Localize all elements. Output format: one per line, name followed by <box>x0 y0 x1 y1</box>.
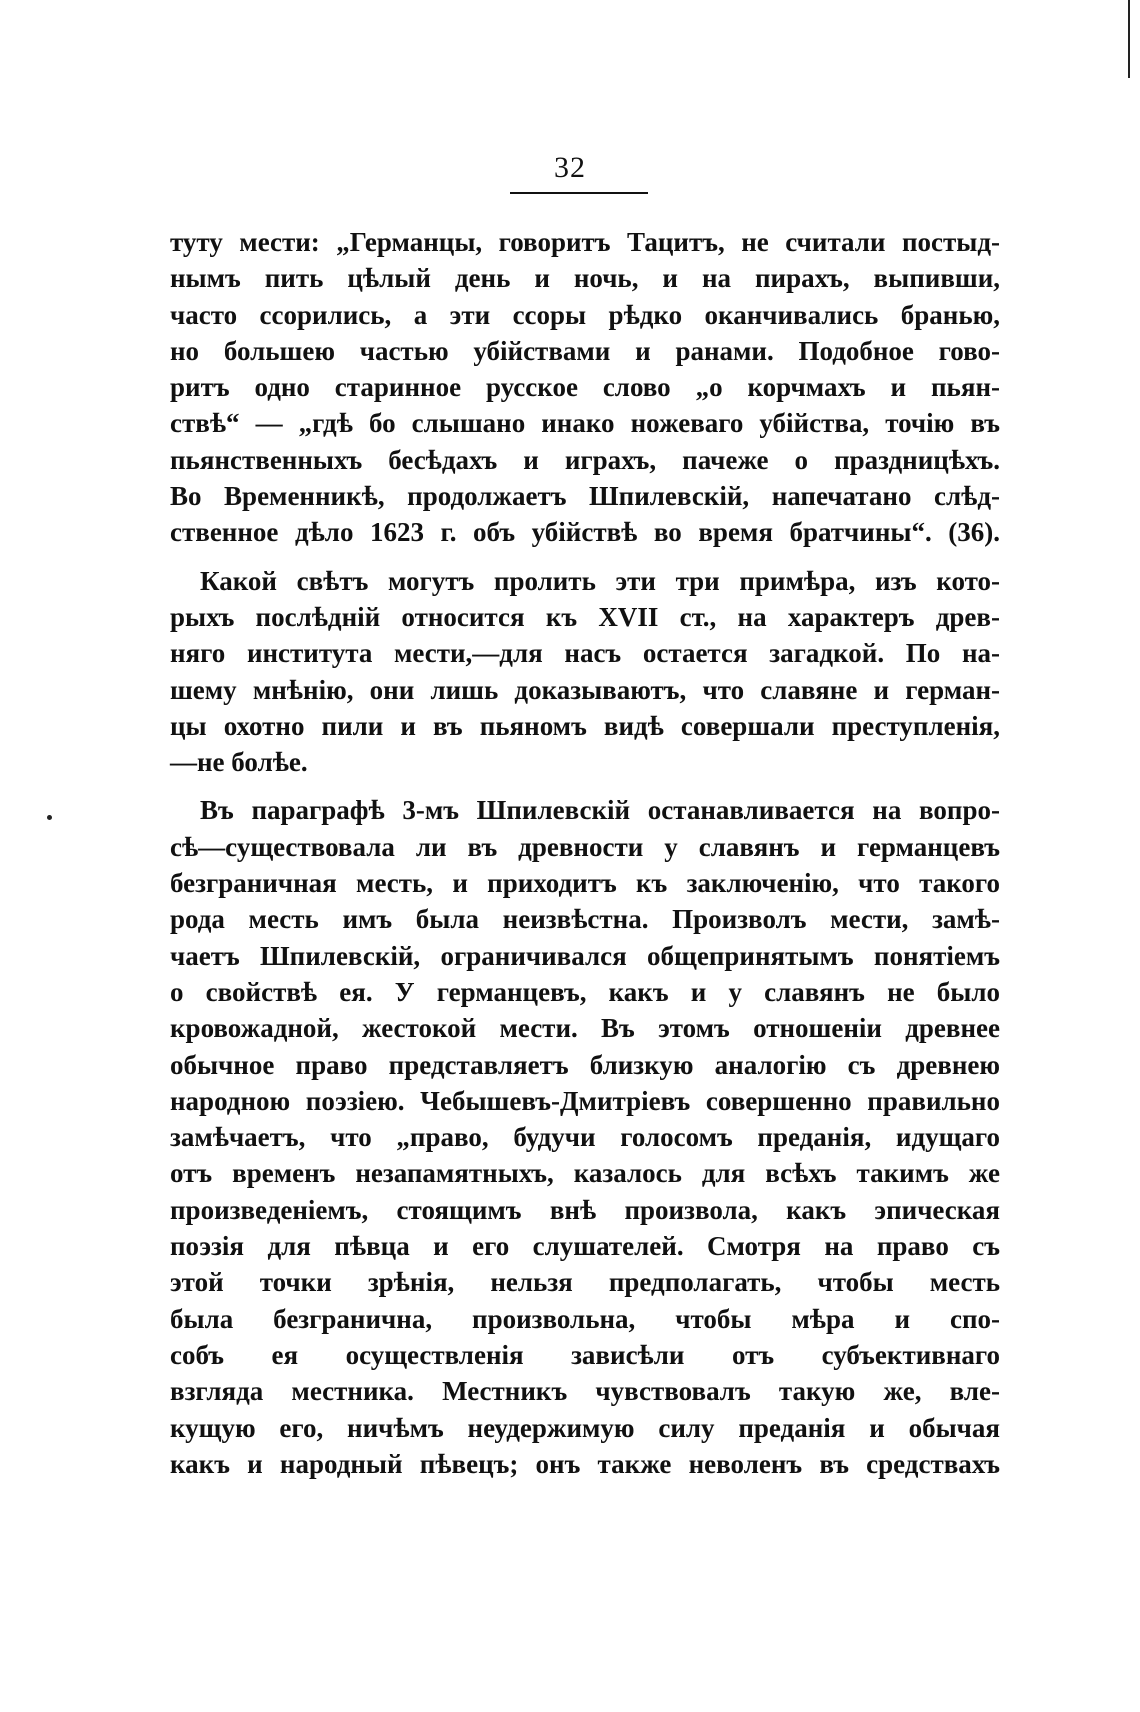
text-line: цы охотно пили и въ пьяномъ видѣ совершали преступленія, <box>170 710 1000 741</box>
paragraph-1 <box>170 224 1000 551</box>
page-text <box>170 224 1000 1482</box>
text-line: Во Временникѣ, продолжаетъ Шпилевскій, напечатано слѣд- <box>170 481 1000 512</box>
text-line: была безгранична, произвольна, чтобы мѣра и спо- <box>170 1303 1000 1334</box>
text-line: какъ и народный пѣвецъ; онъ также неволенъ въ средствахъ <box>170 1448 1000 1479</box>
text-line: ственное дѣло 1623 г. объ убійствѣ во время братчины“. (36). <box>170 517 1000 548</box>
text-line: безграничная месть, и приходитъ къ заключенію, что такого <box>170 868 1000 899</box>
page-number: 32 <box>554 151 586 184</box>
text-line: сѣ—существовала ли въ древности у славянъ и германцевъ <box>170 831 1000 862</box>
margin-mark <box>47 815 52 820</box>
text-line: часто ссорились, а эти ссоры рѣдко оканчивались бранью, <box>170 299 1000 330</box>
text-line: замѣчаетъ, что „право, будучи голосомъ преданія, идущаго <box>170 1122 1000 1153</box>
text-line: этой точки зрѣнія, нельзя предполагать, чтобы месть <box>170 1267 1000 1298</box>
paragraph-2 <box>170 563 1000 781</box>
scan-edge-line <box>1128 0 1130 78</box>
text-line: пьянственныхъ бесѣдахъ и играхъ, пачеже о праздницѣхъ. <box>170 444 1000 475</box>
text-line: рыхъ послѣдній относится къ XVII ст., на характеръ древ- <box>170 601 1000 632</box>
page-number-rule <box>510 192 648 194</box>
page-header <box>0 152 1140 184</box>
text-line: Въ параграфѣ 3-мъ Шпилевскій останавливается на вопро- <box>200 795 1000 826</box>
text-line: няго института мести,—для насъ остается загадкой. По на- <box>170 638 1000 669</box>
text-line: отъ временъ незапамятныхъ, казалось для всѣхъ такимъ же <box>170 1158 1000 1189</box>
text-line: рода месть имъ была неизвѣстна. Произволъ мести, замѣ- <box>170 904 1000 935</box>
text-line: —не болѣе. <box>170 747 308 778</box>
text-line: Какой свѣтъ могутъ пролить эти три примѣра, изъ кото- <box>200 565 1000 596</box>
text-line: произведеніемъ, стоящимъ внѣ произвола, какъ эпическая <box>170 1194 1000 1225</box>
text-line: взгляда местника. Местникъ чувствовалъ такую же, вле- <box>170 1376 1000 1407</box>
text-line: нымъ пить цѣлый день и ночь, и на пирахъ, выпивши, <box>170 263 1000 294</box>
text-line: туту мести: „Германцы, говоритъ Тацитъ, не считали постыд- <box>170 227 1000 257</box>
text-line: чаетъ Шпилевскій, ограничивался общепринятымъ понятіемъ <box>170 940 1000 971</box>
text-line: ритъ одно старинное русское слово „о корчмахъ и пьян- <box>170 372 1000 403</box>
paragraph-3 <box>170 792 1000 1482</box>
text-line: поэзія для пѣвца и его слушателей. Смотря на право съ <box>170 1231 1000 1262</box>
text-line: кущую его, ничѣмъ неудержимую силу преданія и обычая <box>170 1412 1000 1443</box>
text-line: но большею частью убійствами и ранами. Подобное гово- <box>170 335 1000 366</box>
text-line: кровожадной, жестокой мести. Въ этомъ отношеніи древнее <box>170 1013 1000 1044</box>
text-line: ствѣ“ — „гдѣ бо слышано инако ножеваго убійства, точію въ <box>170 408 1000 439</box>
text-line: собъ ея осуществленія зависѣли отъ субъективнаго <box>170 1339 1000 1370</box>
text-line: обычное право представляетъ близкую аналогію съ древнею <box>170 1049 1000 1080</box>
text-line: о свойствѣ ея. У германцевъ, какъ и у славянъ не было <box>170 976 1000 1007</box>
text-line: народною поэзіею. Чебышевъ-Дмитріевъ совершенно правильно <box>170 1085 1000 1116</box>
text-line: шему мнѣнію, они лишь доказываютъ, что славяне и герман- <box>170 674 1000 705</box>
